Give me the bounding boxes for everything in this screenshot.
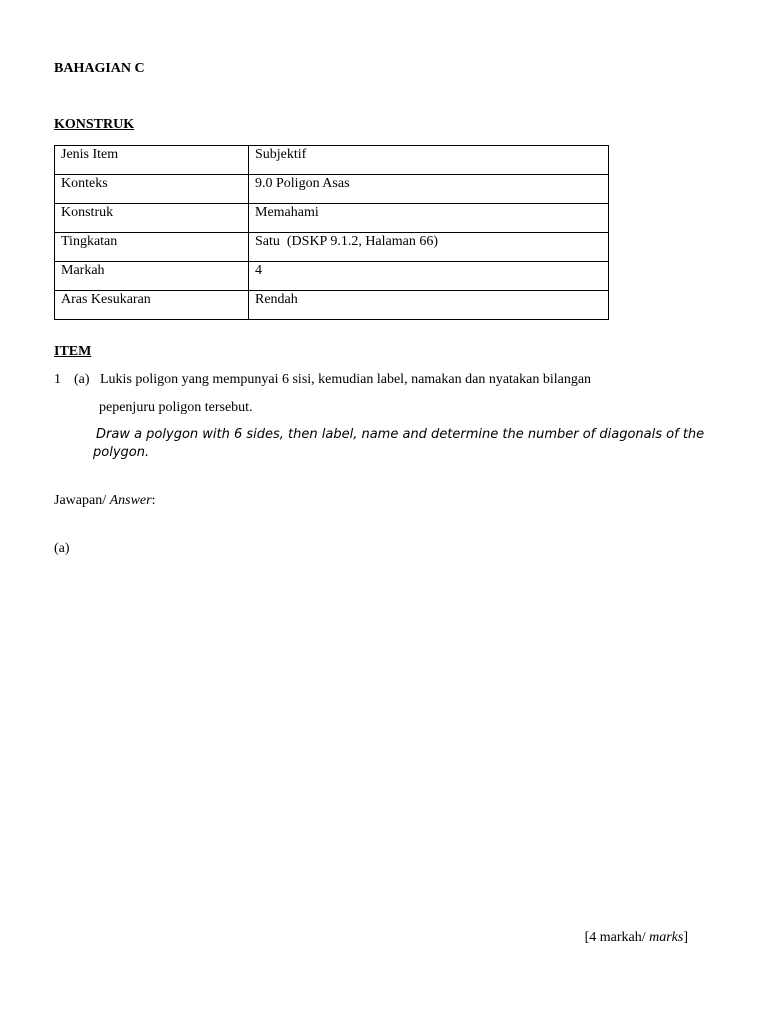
answer-part-label: (a) bbox=[54, 541, 70, 556]
table-row bbox=[55, 204, 609, 233]
table-row bbox=[55, 262, 609, 291]
table-row bbox=[55, 146, 609, 175]
marks-english: marks bbox=[649, 930, 684, 945]
konstruk-heading: KONSTRUK bbox=[54, 117, 135, 132]
table-cell-value: Satu (DSKP 9.1.2, Halaman 66) bbox=[249, 233, 609, 262]
table-cell-value: Memahami bbox=[249, 204, 609, 233]
answer-label-malay: Jawapan/ bbox=[54, 493, 110, 508]
marks-close: ] bbox=[683, 930, 688, 945]
table-row bbox=[55, 291, 609, 320]
answer-label-colon: : bbox=[151, 493, 156, 508]
table-cell-label: Aras Kesukaran bbox=[55, 291, 249, 320]
question-text-malay-line2: pepenjuru poligon tersebut. bbox=[99, 400, 253, 415]
table-cell-value: 4 bbox=[249, 262, 609, 291]
item-heading: ITEM bbox=[54, 344, 92, 359]
table-row bbox=[55, 175, 609, 204]
table-cell-label: Markah bbox=[55, 262, 249, 291]
table-cell-label: Konteks bbox=[55, 175, 249, 204]
marks-allocation bbox=[585, 930, 688, 946]
table-cell-value: Subjektif bbox=[249, 146, 609, 175]
table-cell-value: 9.0 Poligon Asas bbox=[249, 175, 609, 204]
konstruk-table bbox=[54, 145, 609, 320]
question-part: (a) bbox=[74, 372, 90, 387]
section-title: BAHAGIAN C bbox=[54, 61, 145, 76]
question-number: 1 bbox=[54, 372, 61, 387]
table-cell-value: Rendah bbox=[249, 291, 609, 320]
question-text-malay-line1: Lukis poligon yang mempunyai 6 sisi, kemudian label, namakan dan nyatakan bilangan bbox=[100, 372, 592, 387]
table-cell-label: Jenis Item bbox=[55, 146, 249, 175]
answer-label-english: Answer bbox=[109, 493, 152, 508]
answer-label bbox=[54, 493, 155, 509]
table-row bbox=[55, 233, 609, 262]
table-cell-label: Tingkatan bbox=[55, 233, 249, 262]
question-text-english-line1: Draw a polygon with 6 sides, then label, name and determine the number of diagonals of the bbox=[96, 427, 705, 442]
table-cell-label: Konstruk bbox=[55, 204, 249, 233]
marks-open: [4 markah/ bbox=[584, 930, 650, 945]
question-text-english-line2: polygon. bbox=[93, 445, 150, 460]
